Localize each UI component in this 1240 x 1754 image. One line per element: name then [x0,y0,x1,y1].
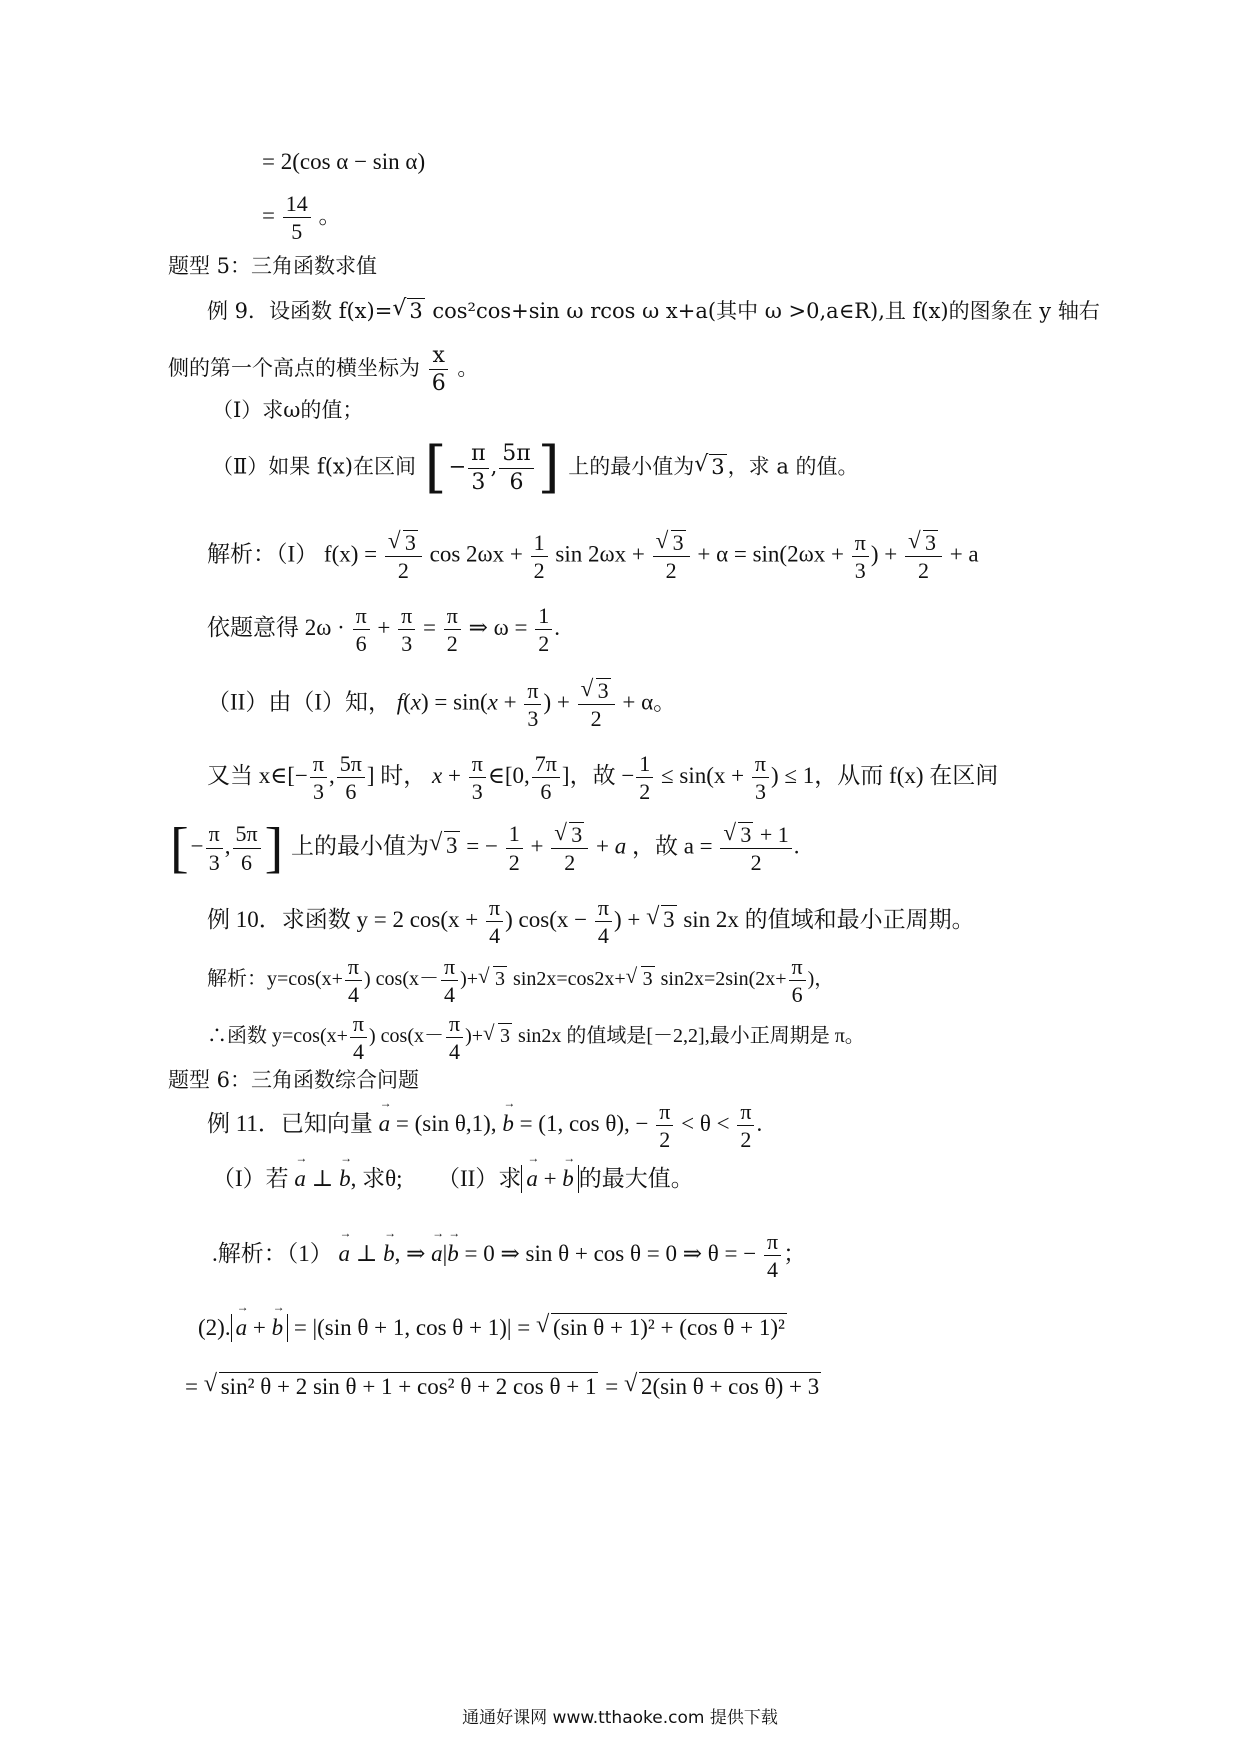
denominator: 2 [590,706,602,732]
text: 依题意得 2ω · [207,614,345,640]
radicand: 3 [924,530,936,555]
fraction [345,955,362,1006]
equation-line [262,192,341,243]
denominator: 6 [791,982,803,1008]
numerator: π [789,955,806,981]
text: （II）求 [436,1166,522,1191]
text: ) cos(x－ [369,1025,444,1048]
text: ⇒ ω = [468,614,528,640]
text: ]，故 − [561,762,635,788]
text: ，故 a = [631,833,713,859]
numerator: π [398,604,415,630]
numerator: π [206,822,223,848]
fraction [337,752,365,803]
text: 解析：y=cos(x+ [207,968,343,991]
numerator: π [764,1230,781,1256]
denominator: 4 [444,982,456,1008]
denominator: 2 [639,779,651,805]
text: ) ≤ 1，从而 f(x) 在区间 [771,762,999,788]
fraction [653,530,690,582]
fraction [353,604,370,655]
radicand: 3 [642,968,653,991]
denominator: 6 [241,849,253,875]
numerator: 1 [531,531,548,557]
numerator: π [353,604,370,630]
radicand: 3 [404,530,416,555]
text: cos 2ωx + [429,541,523,567]
numerator: 5π [499,442,533,468]
denominator: 6 [345,779,357,805]
fraction [310,752,327,803]
fraction [578,678,615,730]
denominator: 2 [750,850,762,875]
fraction [551,822,588,874]
sqrt [388,530,418,554]
numerator [551,822,588,849]
text: ∈[0, [487,762,530,788]
solution-10-line-2 [207,1012,865,1063]
radicand: 3 [711,454,725,479]
sqrt [624,1372,821,1401]
fraction [764,1230,781,1281]
fraction [469,752,486,803]
example-10-statement [207,896,975,947]
fraction [752,752,769,803]
denominator: 2 [397,558,409,584]
radicand: 3 [740,821,752,847]
fraction [531,531,548,582]
numerator: π [446,1012,463,1038]
text: sin 2x 的值域和最小正周期。 [683,906,975,932]
fraction [468,442,488,493]
text: , ⇒ [394,1240,426,1266]
text: 例 10．求函数 y = 2 cos(x + [207,906,479,932]
numerator: π [656,1100,673,1126]
text: 侧的第一个高点的横坐标为 [168,356,420,381]
numerator: π [350,1012,367,1038]
denominator: 6 [509,469,524,495]
solution-9-line-3: （II）由（I）知， f(x) = sin(x + $\frac{\pi}{3}$ ) + √ $\frac{3}{2}$ + α。 [207,678,676,730]
sqrt [694,454,726,480]
numerator: 7π [532,752,560,778]
fraction [905,530,942,582]
denominator: 2 [659,1127,671,1153]
radicand: 3 [446,833,458,859]
text: ⊥ [311,1166,334,1191]
numerator: π [524,679,541,705]
denominator: 2 [538,631,550,657]
numerator: π [595,896,612,922]
numerator [653,530,690,557]
fraction [444,604,461,655]
solution-11-line-3: = √ sin² θ + 2 sin θ + 1 + cos² θ + 2 cos θ + 1 = √ 2(sin θ + cos θ) + 3 [185,1372,822,1401]
text: ] 时， [366,762,427,788]
fraction [429,344,449,395]
text: = |(sin θ + 1, cos θ + 1)| = [293,1315,531,1340]
numerator: π [752,752,769,778]
denominator: 3 [208,849,220,875]
denominator: 2 [740,1127,752,1153]
text: （Ⅱ）如果 f(x)在区间 [212,454,416,479]
fraction [486,896,503,947]
fraction [385,530,422,582]
numerator: 14 [283,192,311,218]
text: < θ < [681,1110,730,1136]
vector-a: a → [294,1165,306,1193]
sqrt [554,822,584,846]
fraction [535,604,552,655]
fraction [233,822,261,873]
text: （I）若 [212,1166,289,1191]
denominator: 4 [449,1039,461,1065]
sqrt [483,1023,512,1048]
denominator: 3 [471,779,483,805]
fraction [656,1100,673,1151]
numerator: π [441,955,458,981]
solution-9-line-1 [207,530,979,582]
numerator: π [852,531,869,557]
absolute-value: a → + b → [521,1165,578,1193]
vector-b: b → [272,1314,284,1342]
denominator: 4 [597,923,609,949]
text: ) + [870,541,898,567]
bracket: ] [537,435,560,500]
denominator: 5 [291,219,303,245]
numerator: √ 3 + 1 [720,822,791,849]
denominator: 2 [533,557,545,583]
solution-11-line-1: .解析：（1） a → ⊥ b →, ⇒ a →|b → = 0 ⇒ sin θ + cos θ = 0 ⇒ θ = − $\frac{\pi}{4}$ ； [212,1230,806,1281]
radicand: 3 [500,1025,511,1048]
text: ∴函数 y=cos(x+ [207,1025,348,1048]
vector-a: a → [379,1110,391,1138]
text: = [185,1374,198,1399]
radicand: 3 [495,968,506,991]
denominator: 4 [347,982,359,1008]
vector-b: b → [502,1110,514,1138]
fraction [737,1100,754,1151]
solution-11-line-2 [198,1313,788,1342]
numerator: 1 [535,604,552,630]
denominator: 3 [854,557,866,583]
sqrt [723,822,753,846]
fraction [532,752,560,803]
text: 的最大值。 [578,1166,694,1191]
text: ) cos(x－ [364,968,439,991]
vector-b: b → [339,1165,351,1193]
eq-text: = 2(cos α − sin α) [262,149,426,174]
solution-9-line-5: [− $\frac{\pi}{3}$ , $\frac{5\pi}{6}$ ] 上的最小值为√ 3 = − $\frac{1}{2}$ + √ $\frac{3}{2}$ + a ，故 a = √ $\frac{3 + 1}{2}$ . [168,820,800,876]
example-9-question-1: （Ⅰ）求ω的值； [212,398,364,422]
denominator: 2 [446,631,458,657]
example-9-statement [207,298,1100,324]
denominator: 2 [508,849,520,875]
text: cos²cos+sin ω rcos ω x+a(其中 ω >0,a∈R),且 f(x)的图象在 y 轴右 [425,299,1100,323]
fraction [398,604,415,655]
text: ≤ sin(x + [661,762,745,788]
text: 。 [457,356,479,381]
text: = 0 ⇒ sin θ + cos θ = 0 ⇒ θ = − [464,1240,757,1266]
example-11-questions [212,1165,694,1193]
vector-b: b → [447,1240,459,1268]
text: sin2x 的值域是[－2,2],最小正周期是 π。 [518,1025,865,1048]
denominator: 6 [431,371,446,397]
denominator: 4 [489,923,501,949]
sqrt [204,1372,599,1401]
denominator: 2 [917,558,929,584]
text: 又当 x∈[− [207,762,308,788]
example-11-statement: 例 11．已知向量 a → = (sin θ,1), b → = (1, cos θ), − $\frac{\pi}{2}$ < θ < $\frac{\pi}{2}$ . [207,1100,762,1151]
page-footer: 通通好课网 www.tthaoke.com 提供下载 [462,1708,778,1728]
numerator: 1 [636,752,653,778]
fraction [499,442,533,493]
text: sin2x=cos2x+ [513,968,626,991]
solution-9-line-4: 又当 x∈[− $\frac{\pi}{3}$ , $\frac{5\pi}{6}$ ] 时， x + $\frac{\pi}{3}$ ∈[0, $\frac{7\pi}{6}$ ]，故 − $\frac{1}{2}$ ≤ sin(x + $\frac{\pi}{3}$ ) ≤ 1，从而 f(x) 在区间 [207,751,999,805]
fraction [595,896,612,947]
radicand: 3 [409,299,423,323]
sqrt [646,905,677,934]
fraction [789,955,806,1006]
section-heading: 题型 6：三角函数综合问题 [168,1068,420,1092]
denominator: 6 [355,631,367,657]
numerator [578,678,615,705]
fraction [852,531,869,582]
sqrt [392,298,424,324]
numerator: 5π [233,822,261,848]
text: ，求 a 的值。 [727,454,859,479]
text: + α = sin(2ωx + [697,541,844,567]
radicand: 3 [597,678,609,703]
text: sin2x=2sin(2x+ [660,968,787,991]
sqrt [536,1313,787,1342]
sqrt [656,530,686,554]
numerator: π [469,752,486,778]
denominator: 3 [312,779,324,805]
radicand: sin² θ + 2 sin θ + 1 + cos² θ + 2 cos θ + 1 [220,1374,597,1399]
numerator: 5π [337,752,365,778]
numerator: x [429,344,447,370]
radicand: 3 [571,821,583,847]
equation-line [262,148,425,176]
bracket: [ [424,435,447,500]
radicand: 3 [663,906,675,932]
numerator: 1 [506,822,523,848]
numerator: π [486,896,503,922]
text: ) + [613,906,647,932]
text: , 求θ; [350,1166,403,1191]
text: 例 11．已知向量 [207,1110,373,1136]
fraction [350,1012,367,1063]
radicand: (sin θ + 1)² + (cos θ + 1)² [553,1315,785,1340]
numerator: π [345,955,362,981]
fraction [441,955,458,1006]
solution-10-line-1 [207,955,834,1006]
text: )+ [465,1025,484,1048]
text: (2). [198,1315,231,1340]
fraction [524,679,541,730]
example-9-statement-cont [168,344,478,395]
denominator: 6 [540,779,552,805]
example-9-question-2: （Ⅱ）如果 f(x)在区间 [− $\frac{\pi}{3}$ , $\frac{5\pi}{6}$ ] 上的最小值为√ 3 ，求 a 的值。 [212,440,859,496]
radicand: 3 [672,530,684,555]
fraction [206,822,223,873]
text: .解析：（1） [212,1240,333,1266]
section-heading: 题型 5：三角函数求值 [168,254,378,278]
denominator: 3 [527,705,539,731]
vector-a: a → [526,1165,538,1193]
text: ) cos(x − [505,906,588,932]
text: sin 2ωx + [555,541,645,567]
bracket: ] [264,817,284,879]
fraction [506,822,523,873]
text: 例 9．设函数 f(x)= [207,299,393,323]
vector-a: a → [431,1240,443,1268]
text: 上的最小值为 [291,833,430,859]
radicand: 2(sin θ + cos θ) + 3 [640,1374,820,1399]
fraction [283,192,311,243]
solution-9-line-2: 依题意得 2ω · $\frac{\pi}{6}$ + $\frac{\pi}{3}$ = $\frac{\pi}{2}$ ⇒ ω = $\frac{1}{2}$ . [207,603,560,657]
denominator: 3 [754,779,766,805]
numerator: π [468,442,488,468]
sqrt [908,530,938,554]
text: + a [949,541,979,567]
absolute-value: a → + b → [231,1314,288,1342]
sqrt [626,966,655,991]
numerator: π [737,1100,754,1126]
fraction [636,752,653,803]
fraction [720,822,791,874]
denominator: 2 [564,850,576,875]
denominator: 3 [401,631,413,657]
numerator: π [444,604,461,630]
denominator: 4 [352,1039,364,1065]
eq-text: 。 [318,202,342,228]
eq-text: = [262,202,275,228]
vector-a: a → [339,1240,351,1268]
sqrt [429,831,460,860]
sqrt [478,966,507,991]
text: = (sin θ,1), [395,1110,497,1136]
text: = (1, cos θ), − [519,1110,649,1136]
denominator: 2 [665,558,677,584]
text: )+ [460,968,479,991]
text: )， [807,968,835,991]
sqrt [581,678,611,702]
vector-b: b → [383,1240,395,1268]
vector-a: a → [236,1314,248,1342]
numerator: π [310,752,327,778]
text: 上的最小值为 [568,454,695,479]
numerator [385,530,422,557]
vector-b: b → [562,1165,574,1193]
numerator [905,530,942,557]
denominator: 4 [767,1257,779,1283]
denominator: 3 [471,469,486,495]
text: ； [783,1240,807,1266]
text: 解析：（I） f(x) = [207,541,378,567]
text: （II）由（I）知， [207,689,391,715]
bracket: [ [170,817,189,879]
fraction [446,1012,463,1063]
